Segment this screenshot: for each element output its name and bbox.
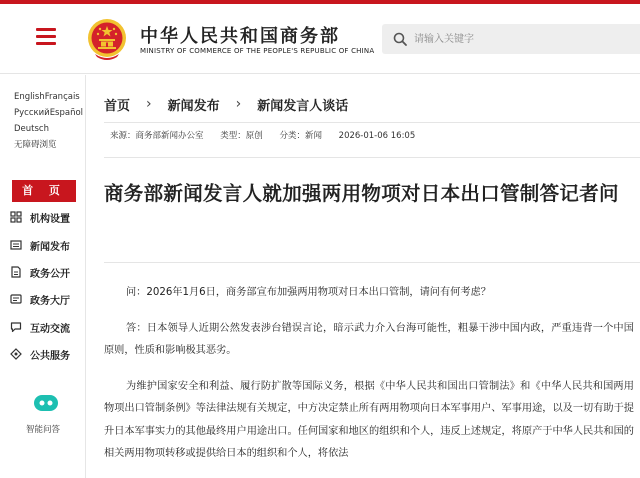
meta-category: 分类：新闻 bbox=[279, 131, 322, 141]
lang-spanish[interactable]: Español bbox=[49, 108, 84, 118]
breadcrumb-news[interactable]: 新闻发布 bbox=[167, 98, 220, 114]
accessibility-link[interactable]: 无障碍浏览 bbox=[14, 140, 57, 150]
hall-icon bbox=[10, 293, 22, 305]
menu-icon[interactable] bbox=[36, 28, 56, 44]
sidebar-item-label: 政务公开 bbox=[30, 268, 70, 280]
lang-french[interactable]: Français bbox=[44, 92, 80, 102]
divider bbox=[104, 262, 640, 263]
meta-type: 类型：原创 bbox=[220, 131, 263, 141]
article-title: 商务部新闻发言人就加强两用物项对日本出口管制答记者问 bbox=[104, 182, 619, 205]
article-body bbox=[104, 282, 634, 478]
breadcrumb bbox=[104, 94, 348, 114]
sidebar bbox=[0, 75, 86, 478]
smart-qa-button[interactable] bbox=[26, 393, 66, 435]
sidebar-item-label: 公共服务 bbox=[30, 350, 70, 362]
sidebar-item-label: 机构设置 bbox=[30, 213, 70, 225]
search-box bbox=[382, 24, 640, 54]
search-input[interactable] bbox=[412, 24, 632, 54]
chat-icon bbox=[10, 321, 22, 333]
site-subtitle-en: MINISTRY OF COMMERCE OF THE PEOPLE'S REPUBLIC OF CHINA bbox=[140, 47, 375, 55]
robot-icon bbox=[33, 393, 59, 413]
service-icon bbox=[10, 348, 22, 360]
sidebar-item-organization[interactable] bbox=[10, 207, 84, 227]
language-list bbox=[14, 89, 84, 153]
divider bbox=[104, 157, 640, 158]
search-icon[interactable] bbox=[392, 31, 408, 47]
grid-icon bbox=[10, 211, 22, 223]
lang-english[interactable]: English bbox=[14, 92, 45, 102]
sidebar-item-interaction[interactable] bbox=[10, 317, 84, 337]
article-meta bbox=[110, 129, 429, 141]
sidebar-item-label: 新闻发布 bbox=[30, 241, 70, 253]
sidebar-item-home[interactable]: 首 页 bbox=[12, 180, 76, 202]
meta-date: 2026-01-06 16:05 bbox=[338, 131, 416, 141]
smart-qa-label: 智能问答 bbox=[25, 425, 60, 435]
site-header bbox=[0, 4, 640, 74]
sidebar-item-news[interactable] bbox=[10, 235, 84, 255]
site-title[interactable]: 中华人民共和国商务部 bbox=[140, 26, 340, 47]
sidebar-item-public-service[interactable] bbox=[10, 344, 84, 364]
divider bbox=[104, 122, 640, 123]
document-icon bbox=[10, 266, 22, 278]
chevron-right-icon: › bbox=[235, 96, 242, 112]
article-paragraph: 答：日本领导人近期公然发表涉台错误言论，暗示武力介入台海可能性，粗暴干涉中国内政，严重违背一个中国原则，性质和影响极其恶劣。 bbox=[104, 322, 634, 356]
chevron-right-icon: › bbox=[146, 96, 152, 112]
breadcrumb-home[interactable]: 首页 bbox=[104, 98, 131, 114]
lang-german[interactable]: Deutsch bbox=[14, 124, 49, 134]
sidebar-item-label: 互动交流 bbox=[30, 323, 70, 335]
lang-russian[interactable]: Русский bbox=[14, 108, 50, 118]
sidebar-item-public-affairs[interactable] bbox=[10, 262, 84, 282]
article-paragraph: 问：2026年1月6日，商务部宣布加强两用物项对日本出口管制，请问有何考虑？ bbox=[126, 287, 491, 298]
article-paragraph: 为维护国家安全和利益、履行防扩散等国际义务，根据《中华人民共和国出口管制法》和《中华人民共和国两用物项出口管制条例》等法律法规有关规定，中方决定禁止所有两用物项向日本军事用户、军事用途，以及一切有助于提升日本军事实力的其他最终用户用途出口。任何国家和地区的组织和个人，违反上述规定，将原产于中华人民共和国的相关两用物项转移或提供给日本的组织和个人，将依法 bbox=[104, 380, 634, 459]
meta-source: 来源：商务部新闻办公室 bbox=[110, 131, 204, 141]
news-icon bbox=[10, 239, 22, 251]
sidebar-item-service-hall[interactable] bbox=[10, 289, 84, 309]
national-emblem-icon[interactable] bbox=[87, 18, 127, 60]
sidebar-item-label: 政务大厅 bbox=[30, 295, 70, 307]
breadcrumb-spokesperson[interactable]: 新闻发言人谈话 bbox=[257, 98, 349, 114]
